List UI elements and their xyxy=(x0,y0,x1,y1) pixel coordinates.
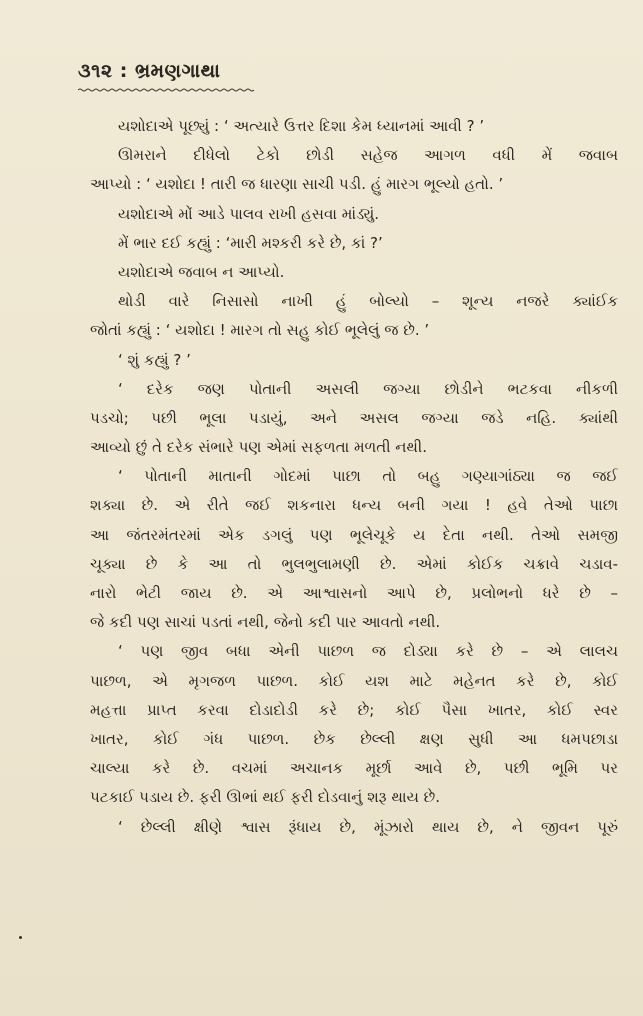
text-line: ‘ છેલ્લી ક્ષીણે શ્વાસ રૂંધાય છે, મૂંઝારો થાય છે, ને જીવન પૂરું xyxy=(118,817,618,836)
text-line: જોતાં કહ્યું : ‘ યશોદા ! મારગ તો સહુ કોઈ ભૂલેલું જ છે. ’ xyxy=(90,321,430,340)
text-line: નારો ભેટી જાય છે. એ આશ્વાસનો આપે છે, પ્રલોભનો ધરે છે – xyxy=(90,584,618,602)
text-line: ‘ પણ જીવ બધા એની પાછળ જ દોડ્યા કરે છે – એ લાલચ xyxy=(118,642,618,661)
margin-mark xyxy=(19,936,22,939)
text-line: ‘ દરેક જણ પોતાની અસલી જગ્યા છોડીને ભટકવા નીકળી xyxy=(118,379,618,398)
text-line: યશોદાએ પૂછ્યું : ‘ અત્યારે ઉત્તર દિશા કેમ ધ્યાનમાં આવી ? ’ xyxy=(118,117,485,135)
text-line: યશોદાએ જવાબ ન આપ્યો. xyxy=(118,262,285,281)
text-line: થોડી વારે નિસાસો નાખી હું બોલ્યો – શૂન્ય નજરે ક્યાંઈક xyxy=(118,292,618,311)
text-line: મેં ભાર દઈ કહ્યું : ‘મારી મશ્કરી કરે છે, કાં ?’ xyxy=(118,233,383,252)
text-line: આ જંતરમંતરમાં એક ડગલું પણ ભૂલેચૂકે ય દેતા નથી. તેઓ સમજી xyxy=(90,525,618,544)
text-line: યશોદાએ મોં આડે પાલવ રાખી હસવા માંડ્યું. xyxy=(118,204,380,223)
text-line: ‘ શું કહ્યું ? ’ xyxy=(118,350,191,369)
body-text xyxy=(90,112,618,842)
text-line: ચૂક્યા છે કે આ તો ભુલભુલામણી છે. એમાં કોઈક ચક્રાવે ચડાવ- xyxy=(90,554,618,573)
text-line: પાછળ, એ મૃગજળ પાછળ. કોઈ યશ માટે મહેનત કરે છે, કોઈ xyxy=(90,671,618,690)
text-line: પડચો; પછી ભૂલા પડાયું, અને અસલ જગ્યા જડે નહિ. ક્યાંથી xyxy=(90,408,618,427)
text-line: આપ્યો : ‘ યશોદા ! તારી જ ધારણા સાચી પડી. હું મારગ ભૂલ્યો હતો. ’ xyxy=(90,175,504,194)
running-head: ૩૧૨ : ભ્રમણગાથા xyxy=(78,60,221,82)
text-line: ‘ પોતાની માતાની ગોદમાં પાછા તો બહુ ગણ્યાગાંઠ્યા જ જઈ xyxy=(118,467,618,486)
text-line: આવ્યો છું તે દરેક સંભારે પણ એમાં સફળતા મળતી નથી. xyxy=(90,438,427,457)
text-line: પટકાઈ પડાય છે. ફરી ઊભાં થઈ ફરી દોડવાનું શરૂ થાય છે. xyxy=(90,788,441,807)
text-line: ખાતર, કોઈ ગંધ પાછળ. છેક છેલ્લી ક્ષણ સુધી આ ધમપછાડા xyxy=(90,729,618,748)
text-line: જે કદી પણ સાચાં પડતાં નથી, જેનો કદી પાર આવતો નથી. xyxy=(90,613,441,632)
wavy-rule xyxy=(78,88,256,92)
text-line: ચાલ્યા કરે છે. વચમાં અચાનક મૂર્છા આવે છે, પછી ભૂમિ પર xyxy=(90,759,618,778)
text-line: ઊમરાને દીધેલો ટેકો છોડી સહેજ આગળ વધી મેં જવાબ xyxy=(118,146,618,165)
text-line: શક્યા છે. એ રીતે જઈ શકનારા ધન્ય બની ગયા ! હવે તેઓ પાછા xyxy=(90,496,618,515)
text-line: મહત્તા પ્રાપ્ત કરવા દોડાદોડી કરે છે; કોઈ પૈસા ખાતર, કોઈ સ્વર xyxy=(90,700,618,719)
